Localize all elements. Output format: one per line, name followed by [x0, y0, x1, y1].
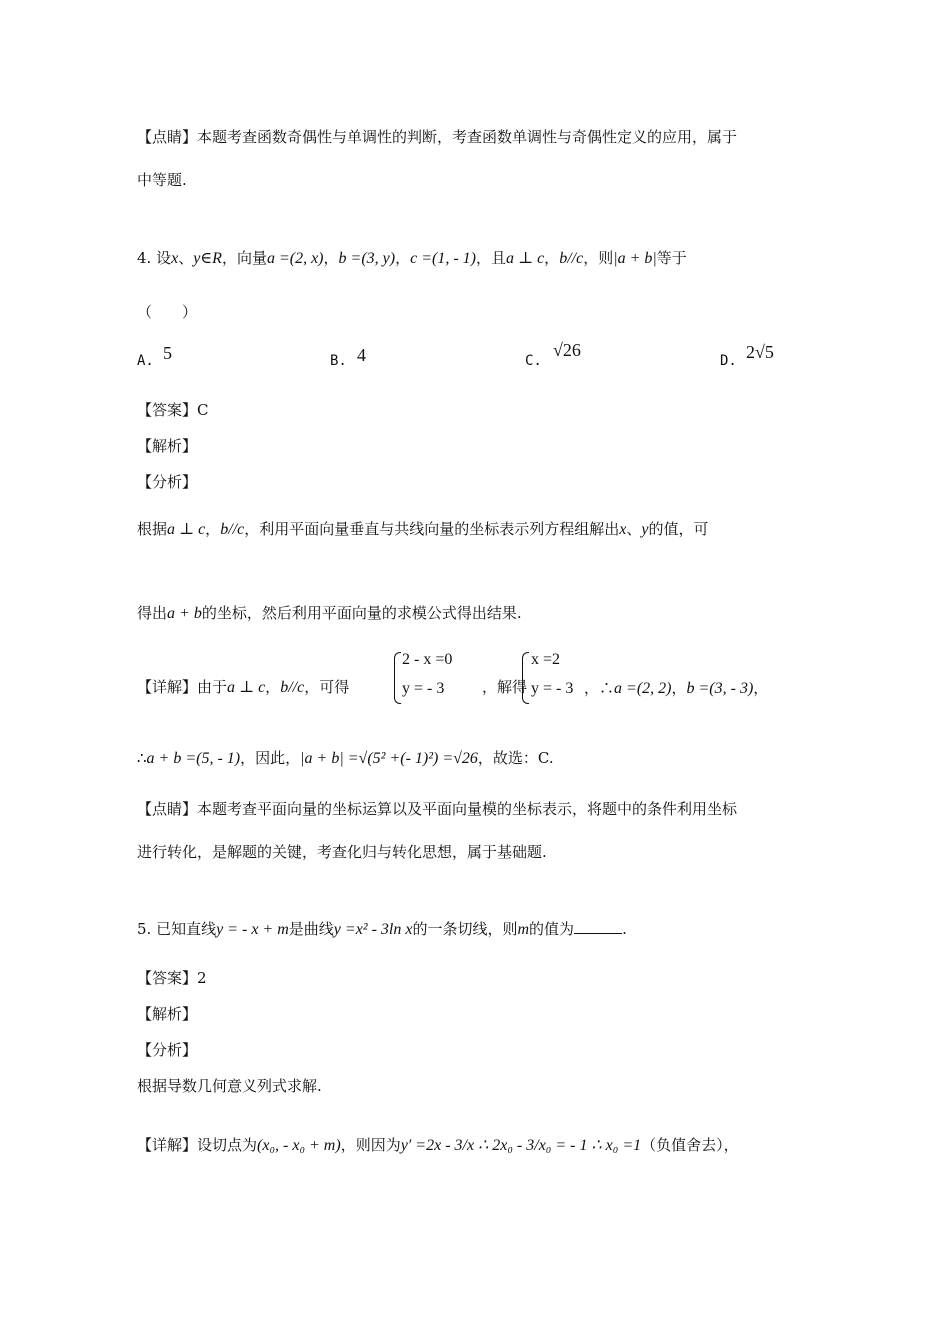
option-d-letter: D. — [720, 353, 737, 369]
option-b-value: 4 — [357, 345, 366, 365]
option-b-letter: B. — [330, 353, 347, 369]
system-1-eq-top: 2 - x =0 — [402, 651, 453, 668]
system-2-eq-top: x =2 — [531, 651, 561, 668]
q4-dianjing-2: 进行转化，是解题的关键，考查化归与转化思想，属于基础题. — [137, 843, 547, 861]
q4-detail-solve: ，解得 — [482, 678, 528, 696]
q4-stem: 4. 设x、y∈R，向量a =(2, x)，b =(3, y)，c =(1, - 1)，且a ⊥ c，b//c，则|a + b|等于 — [137, 249, 687, 267]
system-2-eq-bottom: y = - 3 — [531, 680, 574, 697]
option-a-letter: A. — [137, 353, 154, 369]
system-1-eq-bottom: y = - 3 — [402, 680, 445, 697]
q5-stem: 5. 已知直线y = - x + m是曲线y =x² - 3ln x的一条切线，则m的值为 . — [137, 920, 627, 938]
q4-fenxi-line-1: 根据a ⊥ c，b//c，利用平面向量垂直与共线向量的坐标表示列方程组解出x、y的值，可 — [137, 520, 709, 538]
option-c-value: √26 — [553, 340, 581, 360]
q4-answer: 【答案】C — [137, 401, 209, 419]
q4-dianjing-1: 【点睛】本题考查平面向量的坐标运算以及平面向量模的坐标表示，将题中的条件利用坐标 — [137, 800, 738, 818]
q5-fenxi-heading: 【分析】 — [137, 1041, 198, 1059]
note-line-2: 中等题. — [137, 171, 187, 189]
q4-detail-line-2: ∴a + b =(5, - 1)，因此，|a + b| =√(5² +(- 1)²) =√26，故选：C. — [137, 749, 554, 767]
option-d-value: 2√5 — [746, 342, 774, 362]
q5-detail-line: 【详解】设切点为(x₀, - x₀ + m)，则因为y′ =2x - 3/x ∴ 2x₀ - 3/x₀ = - 1 ∴ x₀ =1（负值舍去）， — [137, 1136, 739, 1154]
option-c-letter: C. — [525, 353, 542, 369]
q4-paren: （ ） — [137, 303, 198, 321]
q4-detail-line-1a: 【详解】由于a ⊥ c，b//c，可得 — [137, 678, 350, 696]
option-a-value: 5 — [163, 343, 172, 363]
system-1-brace — [394, 652, 401, 704]
q5-fenxi-line: 根据导数几何意义列式求解. — [137, 1077, 322, 1095]
q4-fenxi-line-2: 得出a + b的坐标，然后利用平面向量的求模公式得出结果. — [137, 604, 522, 622]
q4-detail-line-1b: ，∴a =(2, 2)，b =(3, - 3)， — [584, 679, 769, 697]
q4-analysis-heading: 【解析】 — [137, 437, 198, 455]
note-line-1: 【点睛】本题考查函数奇偶性与单调性的判断，考查函数单调性与奇偶性定义的应用，属于 — [137, 128, 738, 146]
system-2-brace — [522, 652, 529, 704]
answer-blank — [574, 919, 622, 934]
q4-fenxi-heading: 【分析】 — [137, 473, 198, 491]
q5-analysis-heading: 【解析】 — [137, 1005, 198, 1023]
q5-answer: 【答案】2 — [137, 969, 207, 987]
